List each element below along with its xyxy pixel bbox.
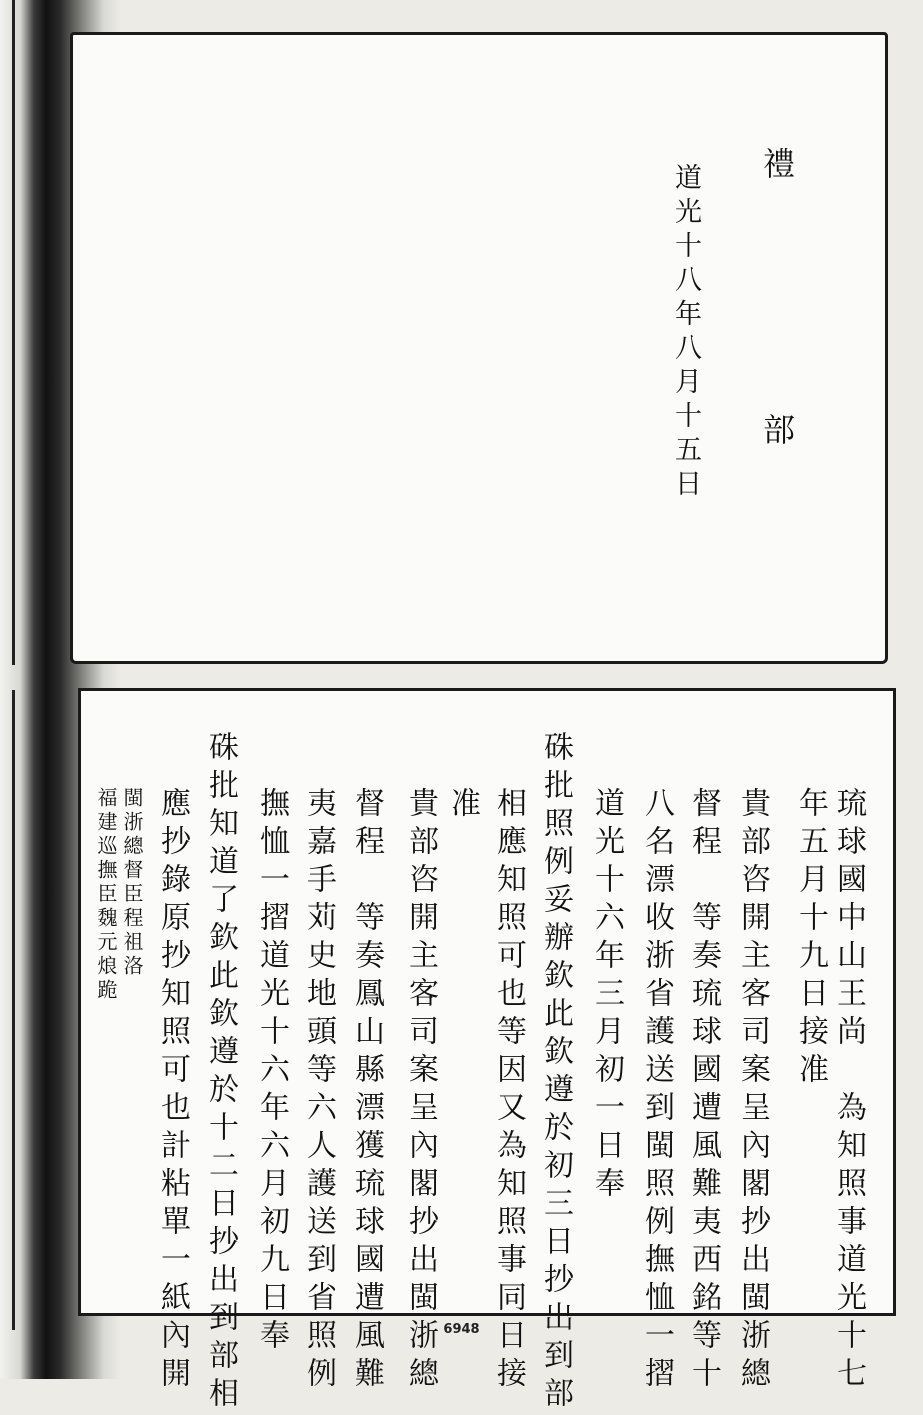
text-column-10: 貴部咨開主客司案呈內閣抄出閩浙總	[403, 787, 438, 1395]
previous-page-border-top	[0, 0, 15, 665]
office-name-bottom: 部	[758, 413, 796, 455]
text-column-11: 督程 等奏鳳山縣漂獲琉球國遭風難	[349, 787, 384, 1395]
text-column-9: 准	[445, 787, 480, 825]
text-column-5: 八名漂收浙省護送到閩照例撫恤一摺	[639, 787, 674, 1395]
text-column-15: 應抄錄原抄知照可也計粘單一紙內開	[155, 787, 190, 1395]
signature-column-2: 福建巡撫臣魏元烺跪	[94, 787, 118, 1003]
text-column-6: 道光十六年三月初一日奉	[589, 787, 624, 1205]
page-number: 6948	[443, 1322, 480, 1337]
text-column-8: 相應知照可也等因又為知照事同日接	[491, 787, 526, 1395]
text-column-3: 貴部咨開主客司案呈內閣抄出閩浙總	[735, 787, 770, 1395]
text-column-1: 琉球國中山王尚 為知照事道光十七	[831, 787, 866, 1395]
signature-column-1: 閩浙總督臣程祖洛	[120, 787, 144, 979]
text-column-14: 硃批知道了欽此欽遵於十二日抄出到部相	[203, 731, 238, 1415]
text-column-4: 督程 等奏琉球國遭風難夷西銘等十	[686, 787, 721, 1395]
text-column-2: 年五月十九日接准	[793, 787, 828, 1091]
previous-page-border-bottom	[0, 690, 15, 1330]
text-column-12: 夷嘉手苅史地頭等六人護送到省照例	[301, 787, 336, 1395]
text-column-7: 硃批照例妥辦欽此欽遵於初三日抄出到部	[538, 731, 573, 1415]
text-column-13: 撫恤一摺道光十六年六月初九日奉	[254, 787, 289, 1357]
document-date: 道光十八年八月十五日	[670, 163, 701, 503]
office-name-top: 禮	[758, 147, 796, 189]
top-document-panel	[70, 32, 888, 664]
